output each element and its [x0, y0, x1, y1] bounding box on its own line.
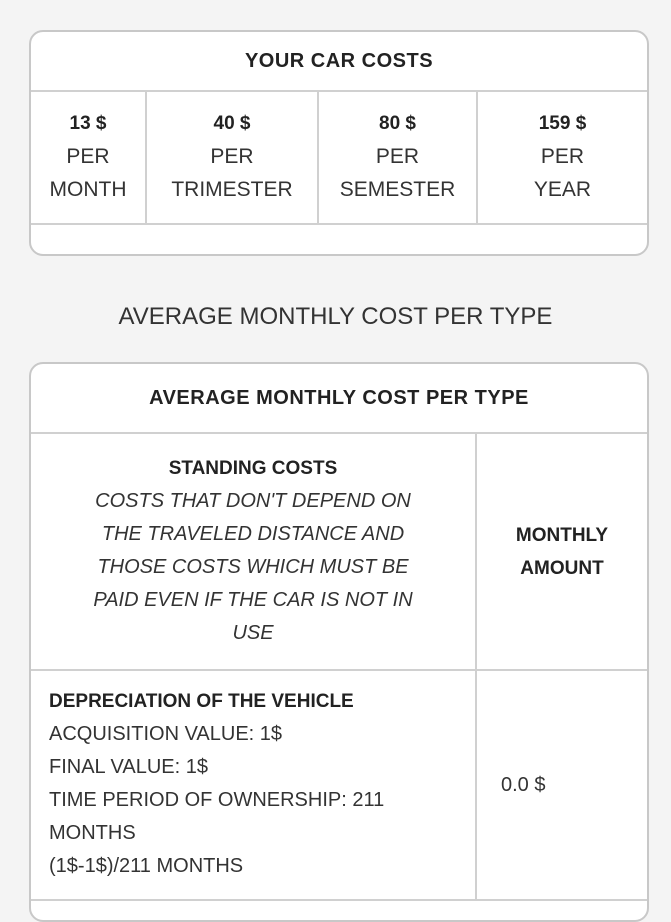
standing-costs-heading: STANDING COSTS [168, 458, 338, 479]
depreciation-heading: DEPRECIATION OF THE VEHICLE [49, 691, 354, 712]
period-label: YEAR [533, 178, 592, 201]
period-amount: 80 $ [379, 113, 416, 134]
description-line: USE [232, 622, 274, 644]
period-month [31, 92, 147, 223]
period-amount: 40 $ [213, 113, 251, 134]
period-per: PER [210, 145, 254, 168]
monthly-amount-header-line: AMOUNT [520, 557, 604, 579]
depreciation-line: ACQUISITION VALUE: 1$ [49, 723, 283, 745]
depreciation-line: TIME PERIOD OF OWNERSHIP: 211 [49, 789, 385, 811]
depreciation-cell [31, 671, 477, 899]
depreciation-row [31, 671, 647, 901]
standing-costs-description [51, 485, 455, 650]
period-per: PER [540, 145, 585, 168]
period-label: MONTH [49, 178, 127, 201]
period-label: TRIMESTER [171, 178, 293, 201]
period-year [478, 92, 647, 223]
period-row [31, 92, 647, 225]
period-per: PER [375, 145, 420, 168]
description-line: THE TRAVELED DISTANCE AND [101, 523, 405, 545]
car-costs-summary-card [29, 30, 649, 256]
depreciation-line: MONTHS [49, 822, 136, 844]
car-costs-title: YOUR CAR COSTS [31, 32, 647, 92]
standing-costs-header-row [31, 434, 647, 671]
description-line: PAID EVEN IF THE CAR IS NOT IN [93, 589, 413, 611]
standing-costs-cell [31, 434, 477, 669]
monthly-amount-header-line: MONTHLY [515, 524, 609, 546]
cost-table-title: AVERAGE MONTHLY COST PER TYPE [31, 364, 647, 434]
section-heading: AVERAGE MONTHLY COST PER TYPE [118, 303, 553, 330]
description-line: COSTS THAT DON'T DEPEND ON [95, 490, 411, 512]
depreciation-amount: 0.0 $ [501, 773, 546, 796]
period-semester [319, 92, 478, 223]
depreciation-line: FINAL VALUE: 1$ [49, 756, 208, 778]
period-label: SEMESTER [339, 178, 456, 201]
depreciation-line: (1$-1$)/211 MONTHS [49, 855, 244, 877]
period-amount: 159 $ [538, 113, 587, 134]
cost-per-type-card [29, 362, 649, 922]
period-per: PER [66, 145, 110, 168]
description-line: THOSE COSTS WHICH MUST BE [97, 556, 409, 578]
monthly-amount-header [477, 434, 647, 669]
period-trimester [147, 92, 319, 223]
period-amount: 13 $ [69, 113, 107, 134]
